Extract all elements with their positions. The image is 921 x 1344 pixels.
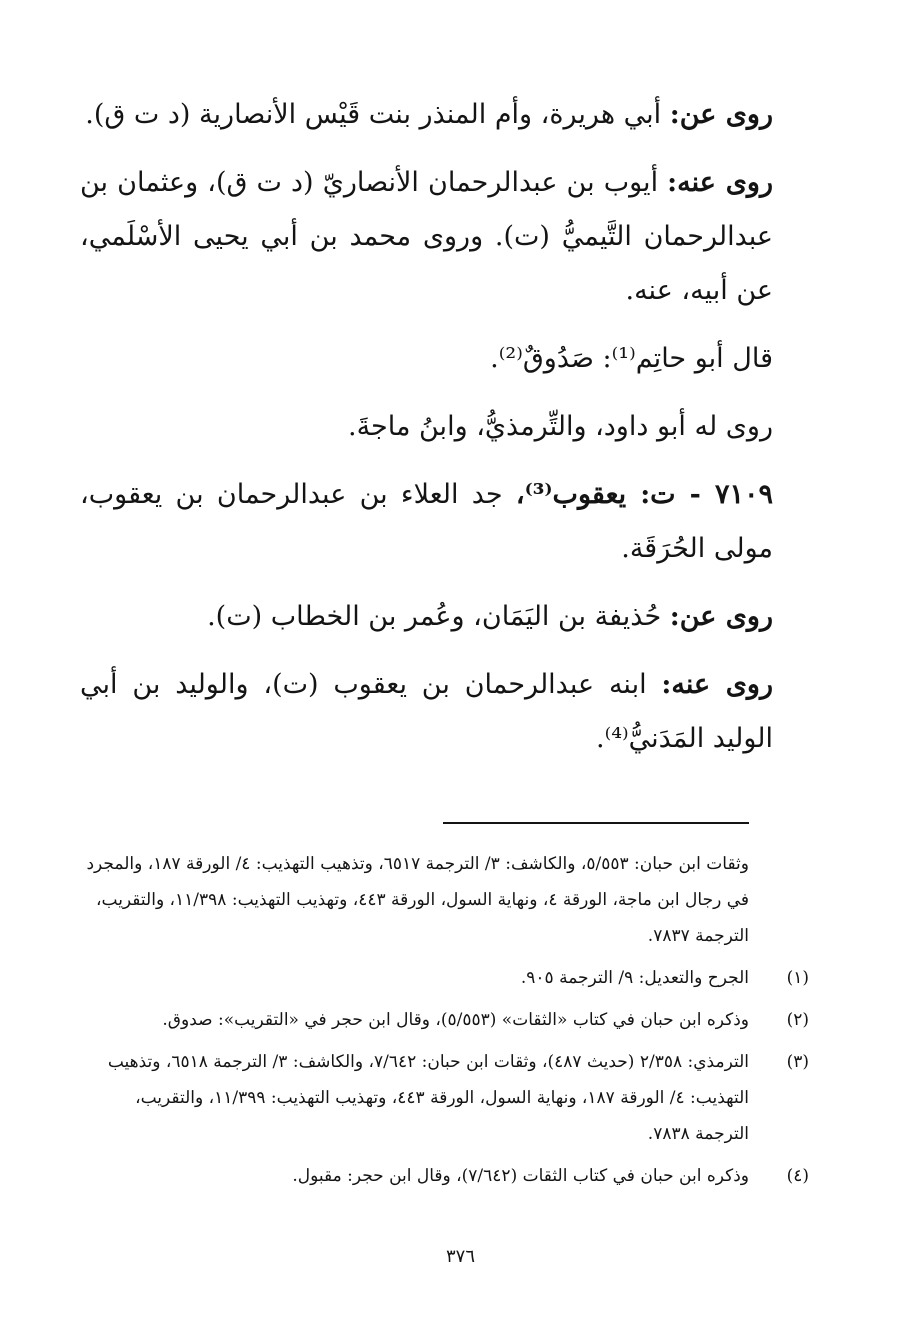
paragraph-rawa-anhu-1 (80, 156, 809, 318)
footnote-continuation: وثقات ابن حبان: ٥/٥٥٣، والكاشف: ٣/ الترجمة ٦٥١٧، وتذهيب التهذيب: ٤/ الورقة ١٨٧، والمجرد في رجال ابن ماجة، الورقة ٤، ونهاية السول، الورقة ٤٤٣، وتهذيب التهذيب: ١١/٣٩٨، والتقريب، الترجمة ٧٨٣٧. (86, 854, 749, 946)
paragraph-text: أيوب بن عبدالرحمان الأنصاريّ (د ت ق)، وعثمان بن عبدالرحمان التَّيميُّ (ت). وروى محمد بن أبي يحيى الأسْلَمي، عن أبيه، عنه. (80, 167, 773, 306)
paragraph-lead: روى عنه: (661, 669, 773, 700)
footnote-number: (٤) (786, 1166, 809, 1186)
footnote-1 (84, 960, 809, 996)
paragraph-text: روى له أبو داود، والتِّرمذيُّ، وابنُ ماجةَ. (347, 411, 773, 442)
footnote-text: الترمذي: ٢/٣٥٨ (حديث ٤٨٧)، وثقات ابن حبان: ٧/٦٤٢، والكاشف: ٣/ الترجمة ٦٥١٨، وتذهيب التهذيب: ٤/ الورقة ١٨٧، ونهاية السول، الورقة ٤٤٣، وتهذيب التهذيب: ١١/٣٩٩، والتقريب، الترجمة ٧٨٣٨. (107, 1052, 749, 1144)
paragraph-rawa-lahu (80, 400, 809, 454)
entry-heading: ٧١٠٩ - ت: يعقوب⁽³⁾، (515, 479, 773, 510)
paragraph-text: ابنه عبدالرحمان بن يعقوب (ت)، والوليد بن أبي الوليد المَدَنيُّ⁽⁴⁾. (80, 669, 773, 754)
footnote-text: وذكره ابن حبان في كتاب الثقات (٧/٦٤٢)، وقال ابن حجر: مقبول. (292, 1166, 749, 1186)
paragraph-text: جد العلاء بن عبدالرحمان بن يعقوب، مولى الحُرَقَة. (80, 479, 773, 564)
footnote-2 (84, 1002, 809, 1038)
footnote-text: الجرح والتعديل: ٩/ الترجمة ٩٠٥. (520, 968, 749, 988)
paragraph-lead: روى عن: (669, 99, 773, 130)
footnote-3 (84, 1044, 809, 1152)
paragraph-rawa-anhu-2 (80, 658, 809, 766)
paragraph-abu-hatim (80, 332, 809, 386)
paragraph-text: أبي هريرة، وأم المنذر بنت قَيْس الأنصارية (د ت ق). (85, 99, 670, 130)
paragraph-lead: روى عن: (669, 601, 773, 632)
paragraph-entry-7109 (80, 468, 809, 576)
footnote-number: (٢) (786, 1010, 809, 1030)
footnote-text: وذكره ابن حبان في كتاب «الثقات» (٥/٥٥٣)، وقال ابن حجر في «التقريب»: صدوق. (162, 1010, 749, 1030)
paragraph-rawa-an-1 (80, 88, 809, 142)
footnote-number: (١) (786, 968, 809, 988)
footnote-number: (٣) (786, 1052, 809, 1072)
footnotes-section (84, 846, 809, 1200)
paragraph-text: حُذيفة بن اليَمَان، وعُمر بن الخطاب (ت). (207, 601, 670, 632)
page-number: ٣٧٦ (445, 1246, 475, 1267)
paragraph-text: قال أبو حاتِم⁽¹⁾: صَدُوقٌ⁽²⁾. (490, 343, 773, 374)
footnote-separator (443, 822, 749, 824)
footnote-4 (84, 1158, 809, 1194)
paragraph-lead: روى عنه: (667, 167, 773, 198)
paragraph-rawa-an-2 (80, 590, 809, 644)
main-text (80, 88, 809, 780)
